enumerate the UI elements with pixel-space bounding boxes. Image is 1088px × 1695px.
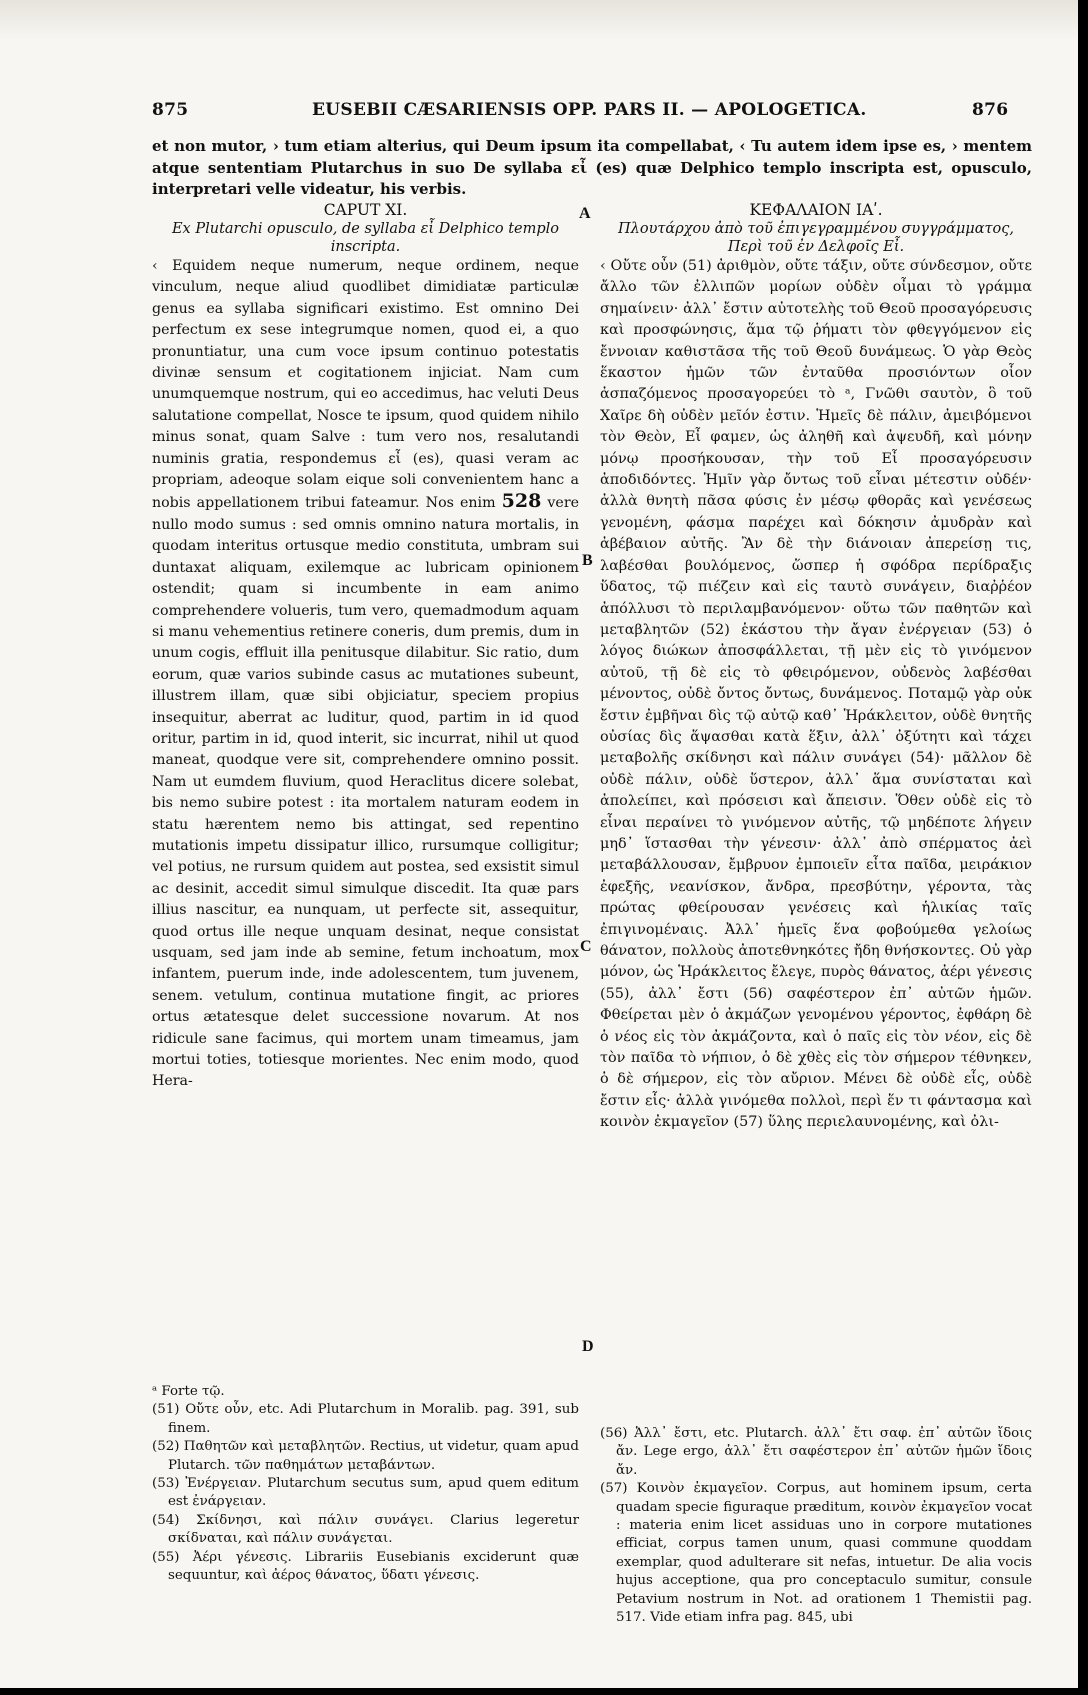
latin-text-after: vere nullo modo sumus : sed omnis omnino natura mortalis, in quodam interitus ortusque medio constituta, umbram sui duntaxat aliquam, exilemque ac lubricam opinionem ostendit; quam si incumbente in eam animo comprehendere volueris, tum vero, quemadmodum aquam si manu vehementius retinere coneris, dum premis, dum in unum cogis, effluit illa penitusque dilabitur. Sic ratio, dum eorum, quæ varios subinde casus ac mutationes subeunt, illustrem illam, quæ sibi objiciatur, speciem propius insequitur, aberrat ac luditur, quod, partim in id quod oritur, partim in id, quod interit, sic incurrat, nihil ut quod maneat, quodque vere sit, comprehendere omnino possit. Nam ut eumdem fluvium, quod Heraclitus dicere solebat, bis nemo subire potest : ita mortalem naturam eodem in statu hærentem nemo bis attingat, sed repentino mutationis impetu dissipatur illico, rursumque colligitur; vel potius, ne rursum quidem aut postea, sed exsistit simul ac desinit, accedit simul simulque discedit. Ita quæ pars illius nascitur, ea nunquam, ut perfecte sit, assequitur, quod ortus ille neque unquam desinat, neque consistat usquam, sed jam inde ab semine, fetum inchoatum, mox infantem, puerum inde, inde adolescentem, tum juvenem, senem. vetulum, continua mutatione fingit, ac priores ortus ætatesque delet successione novarum. At nos ridicule sane facimus, qui mortem unam timeamus, jam mortui toties, totiesque morientes. Nec enim modo, quod Hera- <box>152 495 580 1090</box>
greek-body: ‹ Οὔτε οὖν (51) ἀριθμὸν, οὔτε τάξιν, οὔτε σύνδεσμον, οὔτε ἄλλο τῶν ἐλλιπῶν μορίων οὐδὲν οἶμαι τὸ γράμμα σημαίνειν· ἀλλ᾽ ἔστιν αὐτοτελὴς τοῦ Θεοῦ προσαγόρευσις καὶ προσφώνησις, ἅμα τῷ ῥήματι τὸν φθεγγόμενον εἰς ἔννοιαν καθιστᾶσα τῆς τοῦ Θεοῦ δυνάμεως. Ὁ γὰρ Θεὸς ἕκαστον ἡμῶν τῶν ἐνταῦθα προσιόντων οἷον ἀσπαζόμενος προσαγορεύει τὸ ᵃ, Γνῶθι σαυτὸν, ὃ τοῦ Χαῖρε δὴ οὐδὲν μεῖόν ἐστιν. Ἡμεῖς δὲ πάλιν, ἀμειβόμενοι τὸν Θεὸν, Εἶ φαμεν, ὡς ἀληθῆ καὶ ἀψευδῆ, καὶ μόνην μόνῳ προσήκουσαν, τὴν τοῦ Εἶ προσαγόρευσιν ἀποδιδόντες. Ἡμῖν γὰρ ὄντως τοῦ εἶναι μέτεστιν οὐδέν· ἀλλὰ θνητὴ πᾶσα φύσις ἐν μέσῳ φθορᾶς καὶ γενέσεως γενομένη, φάσμα παρέχει καὶ δόκησιν ἀμυδρὰν καὶ ἀβέβαιον αὐτῆς. Ἂν δὲ τὴν διάνοιαν ἀπερείσῃ τις, λαβέσθαι βουλόμενος, ὥσπερ ἡ σφόδρα περίδραξις ὕδατος, τῷ πιέζειν καὶ εἰς ταυτὸ συνάγειν, διαῤῥέον ἀπόλλυσι τὸ περιλαμβανόμενον· οὕτω τῶν παθητῶν καὶ μεταβλητῶν (52) ἑκάστου τὴν ἄγαν ἐνέργειαν (53) ὁ λόγος διώκων ἀποσφάλλεται, τῇ μὲν εἰς τὸ γινόμενον αὐτοῦ, τῇ δὲ εἰς τὸ φθειρόμενον, οὐδενὸς λαβέσθαι μένοντος, οὐδὲ ὄντος ὄντως, δυνάμενος. Ποταμῷ γὰρ οὐκ ἔστιν ἐμβῆναι δὶς τῷ αὐτῷ καθ᾽ Ἡράκλειτον, οὐδὲ θνητῆς οὐσίας δὶς ἅψασθαι κατὰ ἕξιν, ἀλλ᾽ ὀξύτητι καὶ τάχει μεταβολῆς σκίδνησι καὶ πάλιν συνάγει (54)· μᾶλλον δὲ οὐδὲ πάλιν, οὐδὲ ὕστερον, ἀλλ᾽ ἅμα συνίσταται καὶ ἀπολείπει, καὶ πρόσεισι καὶ ἄπεισιν. Ὅθεν οὐδὲ εἰς τὸ εἶναι περαίνει τὸ γινόμενον αὐτῆς, τῷ μηδέποτε λήγειν μηδ᾽ ἵστασθαι τὴν γένεσιν· ἀλλ᾽ ἀπὸ σπέρματος ἀεὶ μεταβάλλουσαν, ἔμβρυον ἐμποιεῖν εἶτα παῖδα, μειράκιον ἐφεξῆς, νεανίσκον, ἄνδρα, πρεσβύτην, γέροντα, τὰς πρώτας φθείρουσαν γενέσεις καὶ ἡλικίας ταῖς ἐπιγινομέναις. Ἀλλ᾽ ἡμεῖς ἕνα φοβούμεθα γελοίως θάνατον, πολλοὺς ἀποτεθνηκότες ἤδη θνήσκοντες. Οὐ γὰρ μόνον, ὡς Ἡράκλειτος ἔλεγε, πυρὸς θάνατος, ἀέρι γένεσις (55), ἀλλ᾽ ἔστι (56) σαφέστερον ἐπ᾽ αὐτῶν ἡμῶν. Φθείρεται μὲν ὁ ἀκμάζων γενομένου γέροντος, ἐφθάρη δὲ ὁ νέος εἰς τὸν ἀκμάζοντα, καὶ ὁ παῖς εἰς τὸν νέον, εἰς δὲ τὸν παῖδα τὸ νήπιον, ὁ δὲ χθὲς εἰς τὸν σήμερον τέθνηκεν, ὁ δὲ σήμερον, εἰς τὸν αὔριον. Μένει δὲ οὐδὲ εἷς, οὐδὲ ἔστιν εἷς· ἀλλὰ γινόμεθα πολλοὶ, περὶ ἕν τι φάντασμα καὶ κοινὸν ἐκμαγεῖον (57) ὕλης περιελαυνομένης, καὶ ὀλι- <box>600 258 1032 1131</box>
latin-chapter-title: CAPUT XI. <box>323 201 408 219</box>
latin-text-before: ‹ Equidem neque numerum, neque ordinem, neque vinculum, neque aliud quodlibet dimidiatæ particulæ genus ea syllaba significari existimo. Est omnino Dei perfectum ex sese integrumque nomen, quod ei, a quo pronuntiatur, una cum voce ipsum continuo potestatis divinæ sensum et cogitationem injiciat. Nam cum unumquemque nostrum, qui eo accedimus, hac veluti Deus salutatione compellat, Nosce te ipsum, quod quidem nihilo minus sonat, quam Salve : tum vero nos, resalutandi numinis gratia, respondemus εἶ (es), quasi veram ac propriam, adeoque solam eique soli convenientem hanc a nobis appellationem tribui fateamur. Nos enim <box>152 258 579 512</box>
footnote: ᵃ Forte τῷ. <box>152 1384 225 1399</box>
marginal-page-number: 528 <box>501 490 542 513</box>
greek-column <box>600 200 1032 1134</box>
latin-chapter-subtitle: Ex Plutarchi opusculo, de syllaba εἶ Delphico templo inscripta. <box>171 221 560 255</box>
latin-column <box>152 200 579 1093</box>
latin-body <box>152 256 579 1093</box>
footnote: (53) Ἐνέργειαν. Plutarchum secutus sum, apud quem editum est ἐνάργειαν. <box>152 1476 579 1510</box>
footnote: (55) Ἀέρι γένεσις. Librariis Eusebianis exciderunt quæ sequuntur, καὶ ἀέρος θάνατος, ὕδατι γένεσις. <box>152 1549 579 1584</box>
page-number-left: 875 <box>152 100 189 120</box>
page-edge-shading <box>0 0 1078 40</box>
greek-chapter-title: ΚΕΦΑΛΑΙΟΝ ΙΑʹ. <box>749 201 883 219</box>
footnotes-right <box>600 1425 1032 1627</box>
footnote: (57) Κοινὸν ἐκμαγεῖον. Corpus, aut hominem ipsum, certa quadam specie figuraque præditum, κοινὸν ἐκμαγεῖον vocat : materia enim licet assiduas uno in corpore mutationes efficiat, corpus tamen unum, quasi commune quoddam exemplar, quod adulterare sit nefas, intuetur. De alia vocis hujus acceptione, qua pro conceptaculo sumitur, consule Petavium nostrum in Not. ad orationem 1 Themistii pag. 517. Vide etiam infra pag. 845, ubi <box>600 1481 1032 1626</box>
running-title: EUSEBII CÆSARIENSIS OPP. PARS II. — APOLOGETICA. <box>312 100 867 120</box>
section-marker-c: C <box>580 938 592 955</box>
page-number-right: 876 <box>972 100 1009 120</box>
footnotes-left <box>152 1383 579 1585</box>
intro-paragraph <box>152 136 1032 201</box>
footnote: (54) Σκίδνησι, καὶ πάλιν συνάγει. Clarius legeretur σκίδναται, καὶ πάλιν συνάγεται. <box>152 1512 579 1547</box>
footnote: (52) Παθητῶν καὶ μεταβλητῶν. Rectius, ut videtur, quam apud Plutarch. τῶν παθημάτων μεταβάντων. <box>152 1439 579 1473</box>
footnote: (51) Οὔτε οὖν, etc. Adi Plutarchum in Moralib. pag. 391, sub finem. <box>152 1402 579 1436</box>
section-marker-a: A <box>579 205 591 222</box>
section-marker-d: D <box>582 1338 594 1355</box>
intro-text: et non mutor, › tum etiam alterius, qui Deum ipsum ita compellabat, ‹ Tu autem idem ipse es, › mentem atque sententiam Plutarchus in suo De syllaba εἶ (es) quæ Delphico templo inscripta est, opusculo, interpretari velle videatur, his verbis. <box>152 137 1032 198</box>
greek-chapter-subtitle: Πλουτάρχου ἀπὸ τοῦ ἐπιγεγραμμένου συγγράμματος, Περὶ τοῦ ἐν Δελφοῖς Εἶ. <box>618 221 1014 255</box>
section-marker-b: B <box>582 552 593 569</box>
footnote: (56) Ἀλλ᾽ ἔστι, etc. Plutarch. ἀλλ᾽ ἔτι σαφ. ἐπ᾽ αὐτῶν ἴδοις ἄν. Lege ergo, ἀλλ᾽ ἔτι σαφέστερον ἐπ᾽ αὐτῶν ἡμῶν ἴδοις ἄν. <box>600 1426 1032 1478</box>
